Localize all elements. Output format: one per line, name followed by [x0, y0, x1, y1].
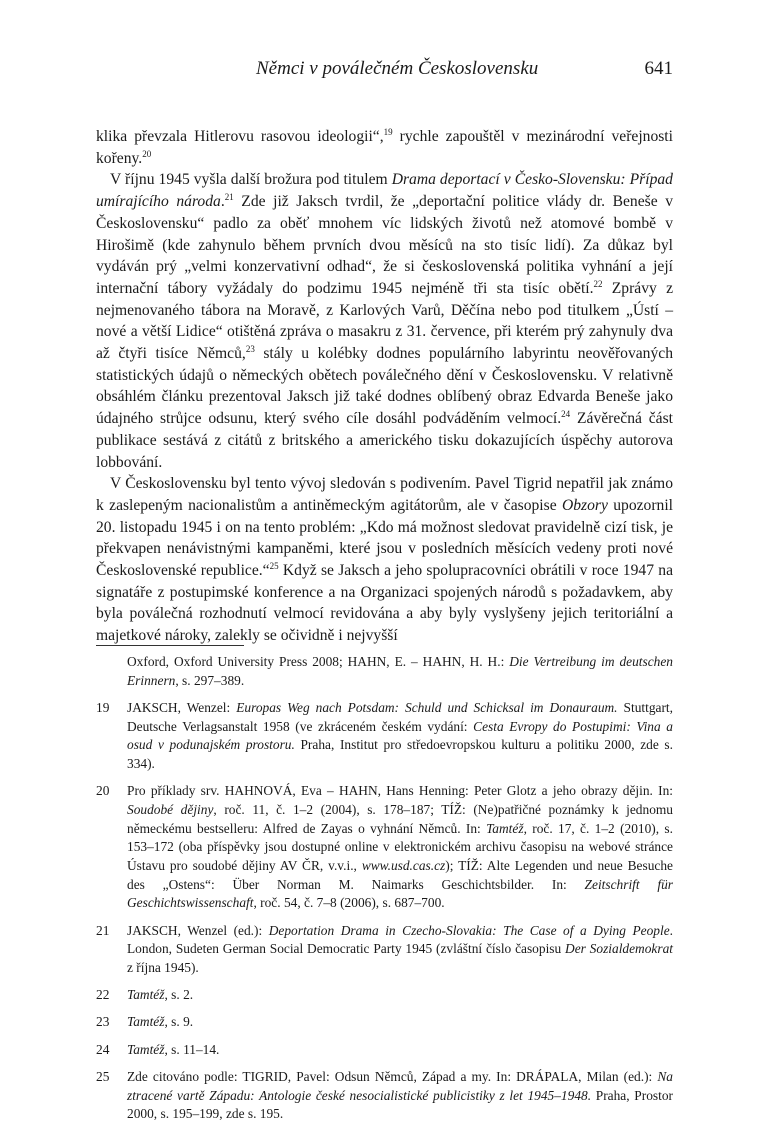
footnote — [96, 782, 673, 913]
text-run: . London, Sudeten German Social Democratic Party 1945 (zvláštní číslo časopisu — [127, 922, 673, 957]
paragraph — [96, 473, 673, 647]
text-run: V Československu byl tento vývoj sledován s podivením. Pavel Tigrid nepatřil jak známo k zaslepeným nacionalistům a antiněmeckým agitátorům, ale v časopise — [96, 475, 673, 514]
italic-text: Na ztracené vartě Západu: Antologie české nesocialistické publicistiky z let 1945–1948. — [127, 1068, 673, 1103]
footnote — [96, 922, 673, 978]
text-run: Když se Jaksch a jeho spolupracovníci obrátili v roce 1947 na signatáře z postupimské konference a na Organizaci spojených národů s požadavkem, aby byla poválečná rozhodnutí velmocí revidována a aby byly vyslyšeny jejich teritoriální a majetkové nároky, zalekly se očividně i nejvyšší — [96, 562, 673, 645]
footnote-reference: 23 — [245, 343, 255, 354]
running-title: Němci v poválečném Československu — [256, 58, 539, 79]
italic-text: Der Sozialdemokrat — [565, 941, 673, 957]
text-run: upozornil 20. listopadu 1945 i on na tento problém: „Kdo má možnost sledovat pravidelně cizí tisk, je překvapen nenávistnými kampaněmi, které jsou v posledních měsících vedeny proti nové Československé republice.“ — [96, 496, 673, 580]
footnote-reference: 24 — [561, 408, 571, 419]
text-run: Zde citováno podle: TIGRID, Pavel: Odsun Němců, Západ a my. In: DRÁPALA, Milan (ed.): — [127, 1068, 658, 1084]
footnote-separator — [96, 645, 244, 646]
text-run: z října 1945). — [127, 960, 199, 976]
text-run: Oxford, Oxford University Press 2008; HAHN, E. – HAHN, H. H.: — [127, 654, 510, 669]
italic-text: Deportation Drama in Czecho-Slovakia: The Case of a Dying People — [268, 922, 670, 938]
italic-text: Die Vertreibung im deutschen Erinnern — [127, 654, 673, 688]
italic-text: Drama deportací v Česko-Slovensku: Případ umírajícího národa — [96, 171, 673, 211]
footnote — [96, 1041, 673, 1060]
italic-text: Tamtéž — [127, 1014, 165, 1030]
text-run: , roč. 11, č. 1–2 (2004), s. 178–187; TÍŽ: (Ne)patřičné poznámky k jednomu německému bestselleru: Alfred de Zayas o vyhnání Němců. In: — [127, 801, 674, 836]
footnote — [96, 653, 673, 690]
text-run: . — [220, 193, 225, 211]
footnote-number: 24 — [96, 1041, 110, 1057]
text-run: Praha, Institut pro středoevropskou kulturu a politiku 2000, zde s. 334). — [127, 737, 673, 772]
footnote — [96, 1013, 673, 1032]
text-run: JAKSCH, Wenzel (ed.): — [127, 922, 269, 938]
italic-text: Tamtéž — [127, 987, 165, 1003]
italic-text: Tamtéž — [127, 1041, 165, 1057]
footnote-number: 19 — [96, 699, 110, 715]
footnote-reference: 21 — [224, 191, 234, 202]
text-run: JAKSCH, Wenzel: — [127, 699, 237, 715]
main-text — [96, 126, 673, 647]
page-number: 641 — [644, 58, 673, 79]
footnote-number: 21 — [96, 922, 110, 938]
text-run: , s. 2. — [164, 987, 194, 1003]
footnote-reference: 22 — [593, 278, 603, 289]
text-run: ); TÍŽ: Alte Legenden und neue Besuche des „Ostens“: Über Norman M. Naimarks Geschichtsbilder. In: — [127, 858, 673, 892]
italic-text: Tamtéž — [486, 820, 524, 836]
text-run: , s. 297–389. — [175, 672, 245, 688]
text-run: klika převzala Hitlerovu rasovou ideologii“, — [96, 128, 384, 145]
text-run: V říjnu 1945 vyšla další brožura pod titulem — [110, 171, 392, 189]
text-run: Praha, Prostor 2000, s. 195–199, zde s. 195. — [127, 1087, 673, 1122]
footnote — [96, 986, 673, 1005]
text-run: Závěrečná část publikace sestává z citátů z britského a amerického tisku dokazujících úspěchy autorova lobbování. — [96, 410, 673, 471]
footnotes — [96, 653, 673, 1132]
text-run: Zde již Jaksch tvrdil, že „deportační politice vlády dr. Beneše v Československu“ padlo za oběť mnohem víc lidských životů než atomové bombě v Hirošimě (kde zahynulo během prvních dvou měsíců na sto tisíc lidí). Za důkaz byl vydáván prý „velmi konzervativní odhad“, že si československá politika vyhnání a její internační tábory vyžádaly do podzimu 1945 nejméně tři sta tisíc obětí. — [96, 193, 673, 297]
text-run: Stuttgart, Deutsche Verlagsanstalt 1958 (ve zkráceném českém vydání: — [127, 699, 673, 734]
footnote-number: 25 — [96, 1068, 110, 1084]
text-run: , roč. 17, č. 1–2 (2010), s. 153–172 (oba příspěvky jsou dostupné online v elektronickém archivu časopisu na webové stránce Ústavu pro soudobé dějiny AV ČR, v.v.i., — [127, 820, 673, 874]
italic-text: Europas Weg nach Potsdam: Schuld und Schicksal im Donauraum. — [236, 699, 618, 715]
italic-text: www.usd.cas.cz — [361, 858, 446, 874]
italic-text: Zeitschrift für Geschichtswissenschaft — [127, 876, 674, 911]
italic-text: Cesta Evropy do Postupimi: Vina a osud v podunajském prostoru. — [127, 718, 674, 753]
footnote-number: 23 — [96, 1014, 110, 1030]
text-run: , s. 11–14. — [164, 1041, 220, 1057]
text-run: stály u kolébky dodnes populárního labyrintu neověřovaných statistických údajů o německých obětech poválečného dění v Československu. V relativně obsáhlém článku prezentoval Jaksch již také dodnes oblíbený obraz Edvarda Beneše jako údajného strůjce odsunu, který svého cíle dosáhl podváděním velmocí. — [96, 345, 673, 428]
italic-text: Soudobé dějiny — [127, 801, 214, 817]
footnote — [96, 699, 673, 774]
running-header — [96, 58, 673, 84]
footnote-reference: 25 — [269, 560, 279, 571]
text-run: Pro příklady srv. HAHNOVÁ, Eva – HAHN, Hans Henning: Peter Glotz a jeho obrazy dějin. In: — [127, 783, 673, 799]
text-run: Zprávy z nejmenovaného tábora na Moravě, z Karlových Varů, Děčína nebo pod titulkem „Ústí – nové a větší Lidice“ otištěná zpráva o masakru z 31. července, při kterém prý zahynuly dva až čtyři tisíce Němců, — [96, 279, 673, 363]
paragraph — [96, 169, 673, 473]
footnote — [96, 1068, 673, 1124]
footnote-number: 22 — [96, 987, 110, 1003]
text-run: rychle zapouštěl v mezinárodní veřejnosti kořeny. — [96, 128, 673, 167]
footnote-reference: 19 — [383, 126, 393, 137]
paragraph — [96, 126, 673, 169]
italic-text: Obzory — [561, 496, 608, 514]
footnote-reference: 20 — [142, 148, 152, 159]
text-run: , s. 9. — [164, 1014, 194, 1030]
text-run: , roč. 54, č. 7–8 (2006), s. 687–700. — [253, 895, 445, 911]
footnote-number: 20 — [96, 783, 110, 799]
